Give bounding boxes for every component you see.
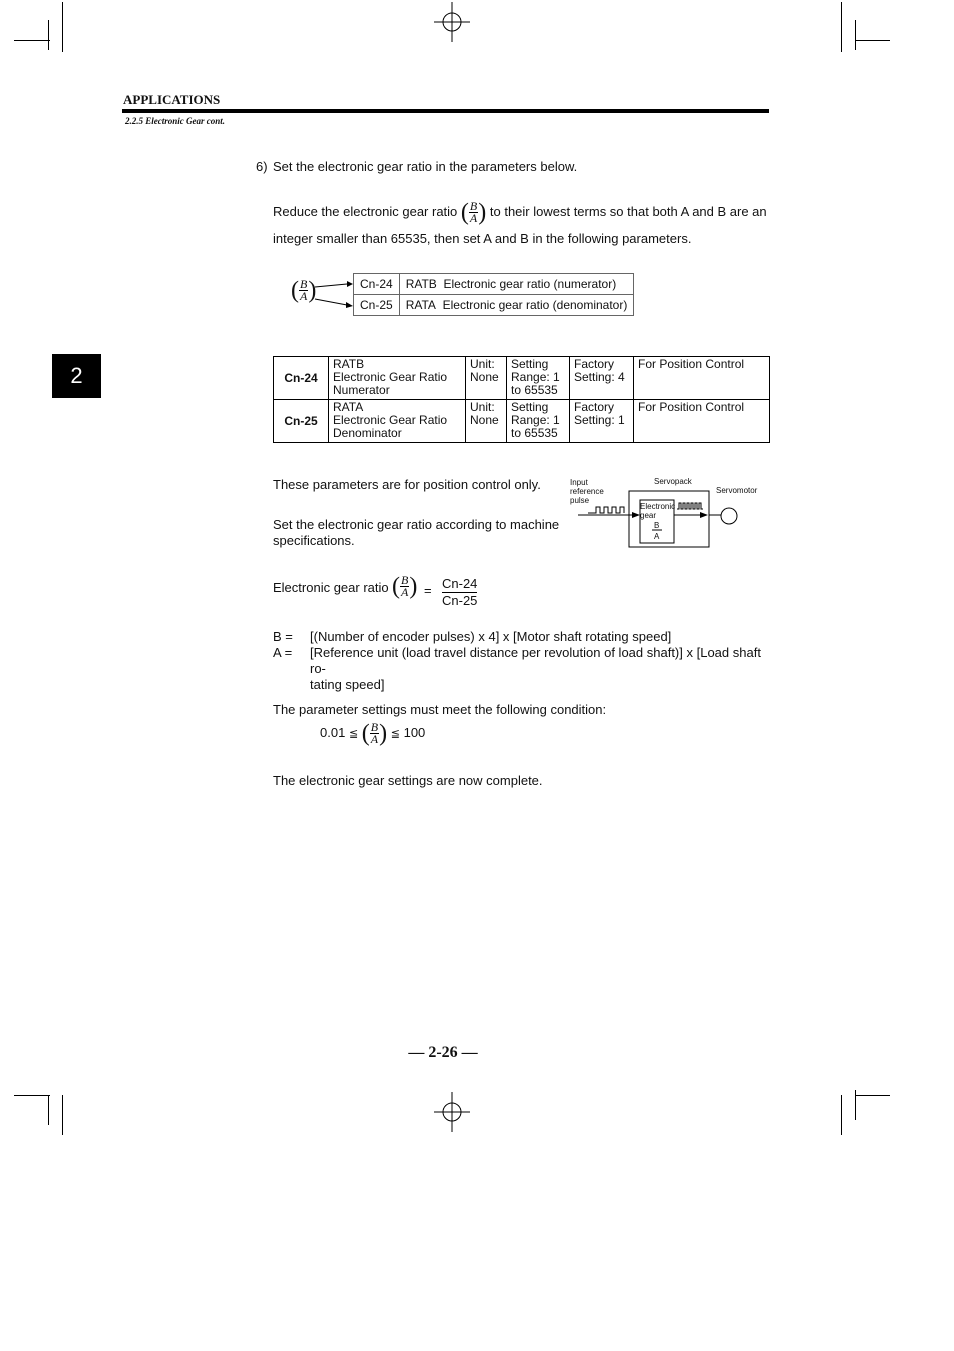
section-header: APPLICATIONS [123, 92, 221, 107]
table-row: Cn-25 RATA Electronic Gear Ratio Denominator Unit: None Setting Range: 1 to 65535 Factory Setting: 1 For Position Control [274, 400, 770, 443]
condition-inequality: 0.01 ≦ ( $\frac{B}{A}$ ) ≦ 100 [320, 720, 426, 747]
reduce-paragraph: Reduce the electronic gear ratio ( $\frac{B}{A}$ ) to their lowest terms so that both A and B are an [273, 199, 767, 226]
def-b-text: [(Number of encoder pulses) x 4] x [Motor shaft rotating speed] [310, 629, 672, 644]
ratio-cn-fraction: Cn-24 Cn-25 [442, 576, 478, 608]
servomotor-label: Servomotor [716, 486, 758, 495]
machine-note: Set the electronic gear ratio according to machine specifications. [273, 517, 560, 548]
input-label: Input reference pulse [570, 478, 604, 505]
ratio-equals: = [424, 583, 432, 598]
def-a-text: [Reference unit (load travel distance per revolution of load shaft)] x [Load shaft ro- tating speed] [310, 645, 761, 692]
ba-fraction: $\frac{B}{A}$ [469, 199, 478, 225]
servopack-diagram [568, 474, 768, 554]
header-rule [122, 109, 769, 113]
step-text: Set the electronic gear ratio in the parameters below. [273, 159, 578, 174]
def-b-sym: B = [273, 629, 293, 644]
servopack-label: Servopack [654, 477, 692, 486]
gear-label: Electronic gear [640, 502, 676, 520]
diagram-gear-num: B [654, 521, 660, 530]
ratio-label: Electronic gear ratio [273, 580, 389, 595]
diagram-gear-den: A [654, 532, 660, 541]
registration-mark-icon [432, 2, 472, 42]
table-row: Cn-25 RATA Electronic gear ratio (denominator) [354, 295, 634, 316]
mapping-table [353, 273, 634, 316]
table-row: Cn-24 RATB Electronic Gear Ratio Numerator Unit: None Setting Range: 1 to 65535 Factory Setting: 4 For Position Control [274, 357, 770, 400]
condition-intro: The parameter settings must meet the following condition: [273, 702, 607, 717]
subsection-header: 2.2.5 Electronic Gear cont. [125, 116, 225, 126]
step-number: 6) [256, 159, 268, 174]
chapter-tab: 2 [52, 354, 101, 398]
reduce-text-before: Reduce the electronic gear ratio [273, 203, 458, 219]
table-row: Cn-24 RATB Electronic gear ratio (numerator) [354, 274, 634, 295]
position-note: These parameters are for position control only. [273, 477, 541, 492]
def-a-sym: A = [273, 645, 293, 660]
complete-text: The electronic gear settings are now complete. [273, 773, 543, 788]
mapping-fraction: ( $\frac{B}{A}$ ) [291, 277, 317, 304]
reduce-text-after: to their lowest terms so that both A and B are an [489, 203, 767, 219]
page-number: — 2-26 — [408, 1044, 478, 1061]
reduce-text-line2: integer smaller than 65535, then set A and B in the following parameters. [273, 231, 692, 246]
registration-mark-icon [432, 1092, 472, 1132]
mapping-arrows-icon [313, 279, 355, 311]
parameter-table [273, 356, 770, 443]
ratio-fraction: ( $\frac{B}{A}$ ) [392, 573, 418, 600]
